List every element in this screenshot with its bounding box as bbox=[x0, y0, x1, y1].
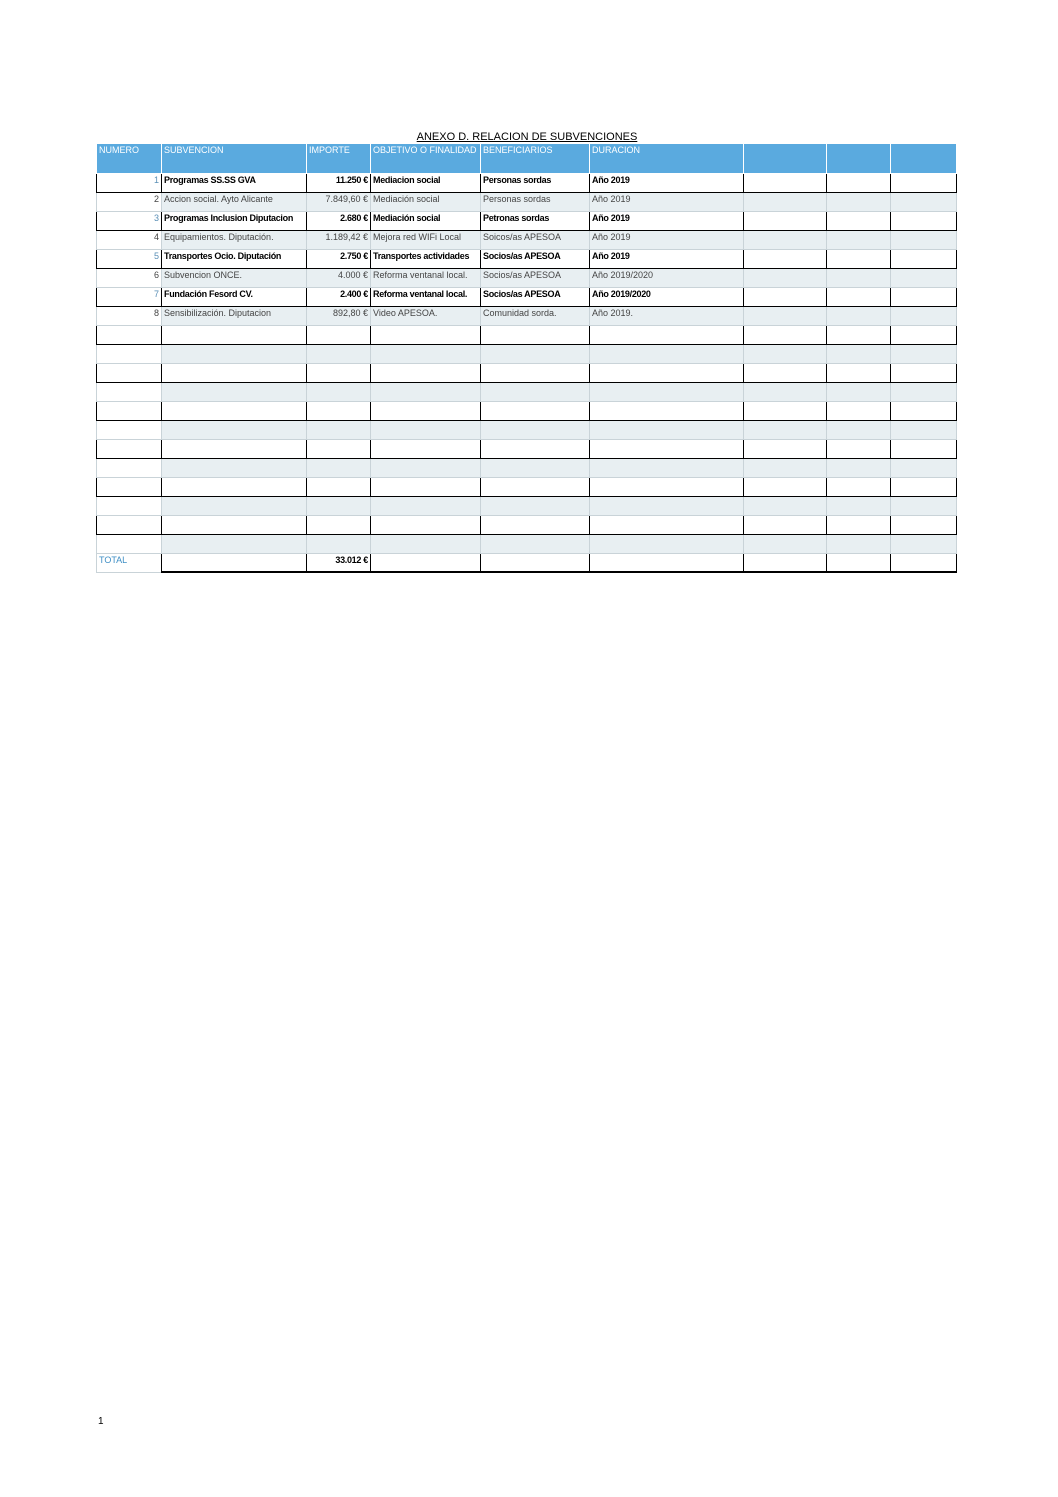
row-duracion bbox=[590, 345, 744, 364]
row-importe: 11.250 € bbox=[307, 174, 371, 193]
row-extra-3 bbox=[891, 288, 957, 307]
row-importe: 2.750 € bbox=[307, 250, 371, 269]
row-objetivo: Mejora red WIFi Local bbox=[371, 231, 481, 250]
row-beneficiarios bbox=[481, 402, 590, 421]
total-importe: 33.012 € bbox=[307, 554, 371, 573]
row-duracion: Año 2019 bbox=[590, 231, 744, 250]
row-duracion: Año 2019 bbox=[590, 193, 744, 212]
row-beneficiarios bbox=[481, 459, 590, 478]
row-importe: 892,80 € bbox=[307, 307, 371, 326]
row-extra-1 bbox=[744, 516, 827, 535]
row-extra-1 bbox=[744, 307, 827, 326]
row-extra-2 bbox=[827, 307, 891, 326]
row-numero bbox=[97, 421, 162, 440]
row-extra-1 bbox=[744, 402, 827, 421]
row-duracion bbox=[590, 497, 744, 516]
header-extra-2 bbox=[827, 144, 891, 174]
row-duracion bbox=[590, 421, 744, 440]
table-row bbox=[97, 459, 957, 478]
row-numero bbox=[97, 497, 162, 516]
row-extra-2 bbox=[827, 174, 891, 193]
header-extra-1 bbox=[744, 144, 827, 174]
row-importe: 2.680 € bbox=[307, 212, 371, 231]
row-extra-3 bbox=[891, 174, 957, 193]
row-extra-2 bbox=[827, 535, 891, 554]
row-objetivo bbox=[371, 383, 481, 402]
row-numero: 4 bbox=[97, 231, 162, 250]
row-extra-2 bbox=[827, 345, 891, 364]
row-extra-3 bbox=[891, 497, 957, 516]
row-extra-3 bbox=[891, 250, 957, 269]
row-extra-2 bbox=[827, 269, 891, 288]
row-beneficiarios: Socios/as APESOA bbox=[481, 288, 590, 307]
row-numero: 8 bbox=[97, 307, 162, 326]
row-subvencion bbox=[162, 326, 307, 345]
row-duracion: Año 2019 bbox=[590, 212, 744, 231]
row-objetivo bbox=[371, 459, 481, 478]
row-objetivo: Reforma ventanal local. bbox=[371, 269, 481, 288]
row-objetivo: Video APESOA. bbox=[371, 307, 481, 326]
row-objetivo bbox=[371, 345, 481, 364]
row-numero bbox=[97, 440, 162, 459]
header-subvencion: SUBVENCION bbox=[162, 144, 307, 174]
row-extra-1 bbox=[744, 231, 827, 250]
row-extra-2 bbox=[827, 383, 891, 402]
row-numero bbox=[97, 535, 162, 554]
row-duracion bbox=[590, 459, 744, 478]
row-subvencion: Accion social. Ayto Alicante bbox=[162, 193, 307, 212]
row-objetivo: Mediacion social bbox=[371, 174, 481, 193]
row-objetivo bbox=[371, 516, 481, 535]
row-beneficiarios bbox=[481, 516, 590, 535]
header-row bbox=[97, 144, 957, 174]
row-numero: 3 bbox=[97, 212, 162, 231]
row-beneficiarios: Socios/as APESOA bbox=[481, 250, 590, 269]
row-numero: 2 bbox=[97, 193, 162, 212]
row-importe bbox=[307, 459, 371, 478]
total-empty-cell bbox=[481, 554, 590, 573]
row-importe: 4.000 € bbox=[307, 269, 371, 288]
row-subvencion bbox=[162, 535, 307, 554]
row-beneficiarios: Comunidad sorda. bbox=[481, 307, 590, 326]
row-importe bbox=[307, 402, 371, 421]
row-subvencion bbox=[162, 478, 307, 497]
row-numero bbox=[97, 364, 162, 383]
row-extra-3 bbox=[891, 326, 957, 345]
row-extra-2 bbox=[827, 231, 891, 250]
row-importe bbox=[307, 497, 371, 516]
table-row bbox=[97, 383, 957, 402]
row-extra-1 bbox=[744, 193, 827, 212]
row-subvencion: Programas SS.SS GVA bbox=[162, 174, 307, 193]
row-objetivo bbox=[371, 440, 481, 459]
row-extra-3 bbox=[891, 212, 957, 231]
row-extra-1 bbox=[744, 383, 827, 402]
row-duracion: Año 2019 bbox=[590, 174, 744, 193]
row-duracion bbox=[590, 383, 744, 402]
row-numero: 1 bbox=[97, 174, 162, 193]
row-duracion: Año 2019 bbox=[590, 250, 744, 269]
row-extra-2 bbox=[827, 516, 891, 535]
table-row bbox=[97, 250, 957, 269]
table-row bbox=[97, 440, 957, 459]
row-duracion: Año 2019/2020 bbox=[590, 288, 744, 307]
row-extra-3 bbox=[891, 193, 957, 212]
row-extra-2 bbox=[827, 402, 891, 421]
row-numero bbox=[97, 345, 162, 364]
table-row bbox=[97, 269, 957, 288]
row-numero bbox=[97, 478, 162, 497]
row-extra-2 bbox=[827, 250, 891, 269]
row-extra-3 bbox=[891, 516, 957, 535]
row-extra-3 bbox=[891, 307, 957, 326]
row-extra-3 bbox=[891, 421, 957, 440]
row-duracion bbox=[590, 535, 744, 554]
row-extra-1 bbox=[744, 535, 827, 554]
table-row bbox=[97, 497, 957, 516]
row-extra-3 bbox=[891, 383, 957, 402]
row-beneficiarios: Personas sordas bbox=[481, 193, 590, 212]
total-label: TOTAL bbox=[97, 554, 162, 573]
row-objetivo bbox=[371, 497, 481, 516]
row-importe bbox=[307, 535, 371, 554]
row-objetivo bbox=[371, 402, 481, 421]
table-row bbox=[97, 516, 957, 535]
row-extra-3 bbox=[891, 459, 957, 478]
row-subvencion: Programas Inclusion Diputacion bbox=[162, 212, 307, 231]
row-extra-1 bbox=[744, 326, 827, 345]
row-extra-2 bbox=[827, 497, 891, 516]
header-beneficiarios: BENEFICIARIOS bbox=[481, 144, 590, 174]
row-beneficiarios: Socios/as APESOA bbox=[481, 269, 590, 288]
row-importe bbox=[307, 345, 371, 364]
row-subvencion: Equipamientos. Diputación. bbox=[162, 231, 307, 250]
row-subvencion bbox=[162, 364, 307, 383]
row-objetivo bbox=[371, 326, 481, 345]
row-extra-1 bbox=[744, 269, 827, 288]
row-subvencion bbox=[162, 383, 307, 402]
row-importe bbox=[307, 440, 371, 459]
row-extra-3 bbox=[891, 345, 957, 364]
page-number: 1 bbox=[98, 1416, 104, 1427]
row-beneficiarios bbox=[481, 421, 590, 440]
row-beneficiarios bbox=[481, 478, 590, 497]
row-extra-2 bbox=[827, 478, 891, 497]
row-numero: 5 bbox=[97, 250, 162, 269]
row-subvencion: Sensibilización. Diputacion bbox=[162, 307, 307, 326]
row-extra-3 bbox=[891, 535, 957, 554]
row-numero bbox=[97, 326, 162, 345]
row-importe bbox=[307, 516, 371, 535]
row-extra-1 bbox=[744, 440, 827, 459]
row-extra-3 bbox=[891, 440, 957, 459]
total-empty-cell bbox=[162, 554, 307, 573]
total-empty-cell bbox=[590, 554, 744, 573]
row-duracion bbox=[590, 440, 744, 459]
row-duracion bbox=[590, 326, 744, 345]
row-importe bbox=[307, 364, 371, 383]
row-numero bbox=[97, 402, 162, 421]
row-duracion bbox=[590, 402, 744, 421]
row-importe bbox=[307, 326, 371, 345]
row-beneficiarios bbox=[481, 383, 590, 402]
header-duracion: DURACION bbox=[590, 144, 744, 174]
row-importe: 1.189,42 € bbox=[307, 231, 371, 250]
row-duracion bbox=[590, 364, 744, 383]
row-subvencion bbox=[162, 421, 307, 440]
row-extra-2 bbox=[827, 326, 891, 345]
total-empty-cell bbox=[891, 554, 957, 573]
table-row bbox=[97, 307, 957, 326]
row-importe bbox=[307, 421, 371, 440]
row-objetivo: Mediación social bbox=[371, 193, 481, 212]
row-beneficiarios bbox=[481, 535, 590, 554]
row-beneficiarios bbox=[481, 440, 590, 459]
row-extra-1 bbox=[744, 288, 827, 307]
subvenciones-table bbox=[96, 143, 957, 573]
row-beneficiarios bbox=[481, 364, 590, 383]
row-subvencion bbox=[162, 440, 307, 459]
row-objetivo bbox=[371, 421, 481, 440]
table-row bbox=[97, 364, 957, 383]
row-subvencion: Fundación Fesord CV. bbox=[162, 288, 307, 307]
table-row bbox=[97, 402, 957, 421]
table-row bbox=[97, 193, 957, 212]
row-subvencion: Subvencion ONCE. bbox=[162, 269, 307, 288]
header-numero: NUMERO bbox=[97, 144, 162, 174]
total-empty-cell bbox=[371, 554, 481, 573]
row-duracion bbox=[590, 516, 744, 535]
row-beneficiarios bbox=[481, 497, 590, 516]
row-extra-1 bbox=[744, 345, 827, 364]
row-objetivo: Mediación social bbox=[371, 212, 481, 231]
row-extra-1 bbox=[744, 174, 827, 193]
table-row bbox=[97, 212, 957, 231]
header-importe: IMPORTE bbox=[307, 144, 371, 174]
row-objetivo bbox=[371, 364, 481, 383]
row-beneficiarios: Petronas sordas bbox=[481, 212, 590, 231]
row-extra-1 bbox=[744, 212, 827, 231]
table-row bbox=[97, 326, 957, 345]
row-numero bbox=[97, 383, 162, 402]
total-empty-cell bbox=[744, 554, 827, 573]
row-extra-3 bbox=[891, 478, 957, 497]
table-row bbox=[97, 478, 957, 497]
row-numero bbox=[97, 516, 162, 535]
row-objetivo: Reforma ventanal local. bbox=[371, 288, 481, 307]
row-numero bbox=[97, 459, 162, 478]
row-extra-2 bbox=[827, 459, 891, 478]
row-beneficiarios: Soicos/as APESOA bbox=[481, 231, 590, 250]
row-importe: 2.400 € bbox=[307, 288, 371, 307]
table-row bbox=[97, 345, 957, 364]
total-row bbox=[97, 554, 957, 573]
row-numero: 7 bbox=[97, 288, 162, 307]
table-row bbox=[97, 421, 957, 440]
row-extra-3 bbox=[891, 402, 957, 421]
row-subvencion bbox=[162, 516, 307, 535]
row-importe: 7.849,60 € bbox=[307, 193, 371, 212]
row-subvencion bbox=[162, 459, 307, 478]
table-row bbox=[97, 174, 957, 193]
row-importe bbox=[307, 478, 371, 497]
row-objetivo bbox=[371, 535, 481, 554]
row-duracion bbox=[590, 478, 744, 497]
row-extra-1 bbox=[744, 478, 827, 497]
header-objetivo: OBJETIVO O FINALIDAD bbox=[371, 144, 481, 174]
row-extra-2 bbox=[827, 421, 891, 440]
row-extra-3 bbox=[891, 269, 957, 288]
row-importe bbox=[307, 383, 371, 402]
row-beneficiarios: Personas sordas bbox=[481, 174, 590, 193]
row-subvencion bbox=[162, 345, 307, 364]
table-row bbox=[97, 231, 957, 250]
row-subvencion: Transportes Ocio. Diputación bbox=[162, 250, 307, 269]
header-extra-3 bbox=[891, 144, 957, 174]
row-objetivo: Transportes actividades bbox=[371, 250, 481, 269]
row-objetivo bbox=[371, 478, 481, 497]
row-extra-1 bbox=[744, 459, 827, 478]
total-empty-cell bbox=[827, 554, 891, 573]
table-row bbox=[97, 288, 957, 307]
row-subvencion bbox=[162, 402, 307, 421]
row-extra-2 bbox=[827, 288, 891, 307]
row-extra-2 bbox=[827, 212, 891, 231]
row-duracion: Año 2019. bbox=[590, 307, 744, 326]
row-extra-1 bbox=[744, 497, 827, 516]
row-extra-1 bbox=[744, 250, 827, 269]
row-extra-2 bbox=[827, 440, 891, 459]
row-beneficiarios bbox=[481, 345, 590, 364]
page-title: ANEXO D. RELACION DE SUBVENCIONES bbox=[416, 131, 638, 143]
row-extra-2 bbox=[827, 364, 891, 383]
row-numero: 6 bbox=[97, 269, 162, 288]
table-row bbox=[97, 535, 957, 554]
row-subvencion bbox=[162, 497, 307, 516]
row-extra-3 bbox=[891, 364, 957, 383]
row-duracion: Año 2019/2020 bbox=[590, 269, 744, 288]
row-beneficiarios bbox=[481, 326, 590, 345]
row-extra-1 bbox=[744, 421, 827, 440]
row-extra-1 bbox=[744, 364, 827, 383]
row-extra-3 bbox=[891, 231, 957, 250]
row-extra-2 bbox=[827, 193, 891, 212]
